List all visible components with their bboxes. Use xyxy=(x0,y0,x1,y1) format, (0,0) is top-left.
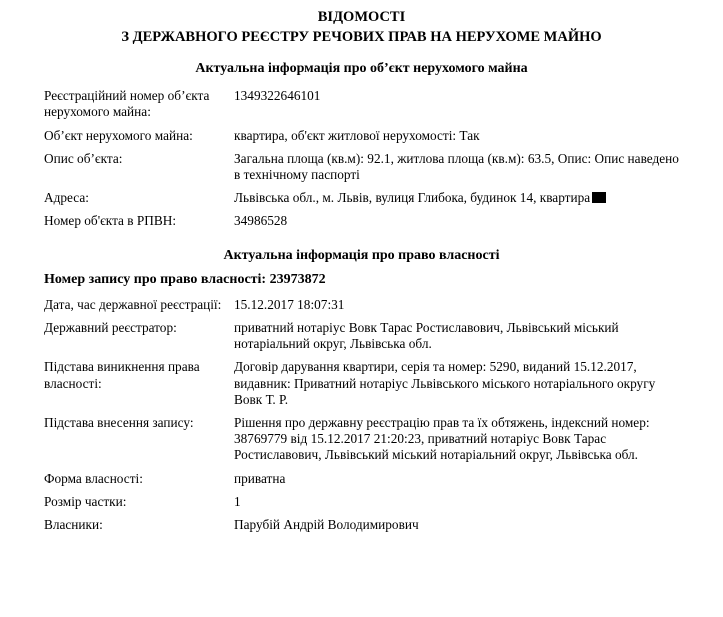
row-value: Загальна площа (кв.м): 92.1, житлова площа (кв.м): 63.5, Опис: Опис наведено в технічному паспорті xyxy=(234,150,679,182)
row-value: Рішення про державну реєстрацію прав та їх обтяжень, індексний номер: 38769779 від 15.12.2017 21:20:23, приватний нотаріус Вовк Тарас Ростиславович, Львівський міський нотаріальний округ, Львівська обл. xyxy=(234,414,650,463)
section-heading-ownership: Актуальна інформація про право власності xyxy=(223,247,500,263)
row-label: Підстава внесення запису: xyxy=(44,414,194,430)
table-row xyxy=(44,412,684,468)
ownership-info-table xyxy=(44,294,684,538)
row-label: Опис об’єкта: xyxy=(44,150,123,166)
document-title xyxy=(0,0,723,47)
table-row xyxy=(44,356,684,412)
table-row xyxy=(44,187,684,210)
row-label: Підстава виникнення права власності: xyxy=(44,359,200,391)
row-value: 15.12.2017 18:07:31 xyxy=(234,296,345,312)
table-row xyxy=(44,210,684,233)
row-label: Форма власності: xyxy=(44,470,143,486)
section-heading-property: Актуальна інформація про об’єкт нерухомого майна xyxy=(195,61,528,77)
row-label: Власники: xyxy=(44,517,103,533)
table-row xyxy=(44,514,684,537)
table-row xyxy=(44,317,684,356)
document-title-line-1: ВІДОМОСТІ xyxy=(317,9,406,25)
redaction-block-icon xyxy=(592,192,606,203)
property-info-table xyxy=(44,85,684,234)
table-row xyxy=(44,125,684,148)
row-label: Реєстраційний номер об’єкта нерухомого майна: xyxy=(44,88,210,120)
row-value: Парубій Андрій Володимирович xyxy=(234,517,419,533)
row-label: Адреса: xyxy=(44,190,89,206)
row-label: Розмір частки: xyxy=(44,493,127,509)
row-label: Державний реєстратор: xyxy=(44,319,177,335)
row-value: квартира, об'єкт житлової нерухомості: Так xyxy=(234,127,480,143)
row-value: 1349322646101 xyxy=(234,88,321,104)
row-value: приватна xyxy=(234,470,286,486)
document-title-line-2: З ДЕРЖАВНОГО РЕЄСТРУ РЕЧОВИХ ПРАВ НА НЕРУХОМЕ МАЙНО xyxy=(121,28,602,45)
address-text: Львівська обл., м. Львів, вулиця Глибока, будинок 14, квартира xyxy=(234,190,591,206)
table-row xyxy=(44,148,684,187)
table-row xyxy=(44,85,684,124)
row-value xyxy=(234,187,684,210)
table-row xyxy=(44,294,684,317)
row-value: приватний нотаріус Вовк Тарас Ростиславович, Львівський міський нотаріальний округ, Львівська обл. xyxy=(234,319,619,352)
row-value: 34986528 xyxy=(234,213,288,229)
table-row xyxy=(44,491,684,514)
row-label: Дата, час державної реєстрації: xyxy=(44,296,222,312)
ownership-record-number: Номер запису про право власності: 23973872 xyxy=(44,271,326,287)
table-row xyxy=(44,468,684,491)
row-label: Номер об'єкта в РПВН: xyxy=(44,213,177,229)
row-value: Договір дарування квартири, серія та номер: 5290, виданий 15.12.2017, видавник: Приватний нотаріус Львівського міського нотаріального округу Вовк Т. Р. xyxy=(234,359,656,407)
row-value: 1 xyxy=(234,493,241,509)
row-label: Об’єкт нерухомого майна: xyxy=(44,127,193,143)
